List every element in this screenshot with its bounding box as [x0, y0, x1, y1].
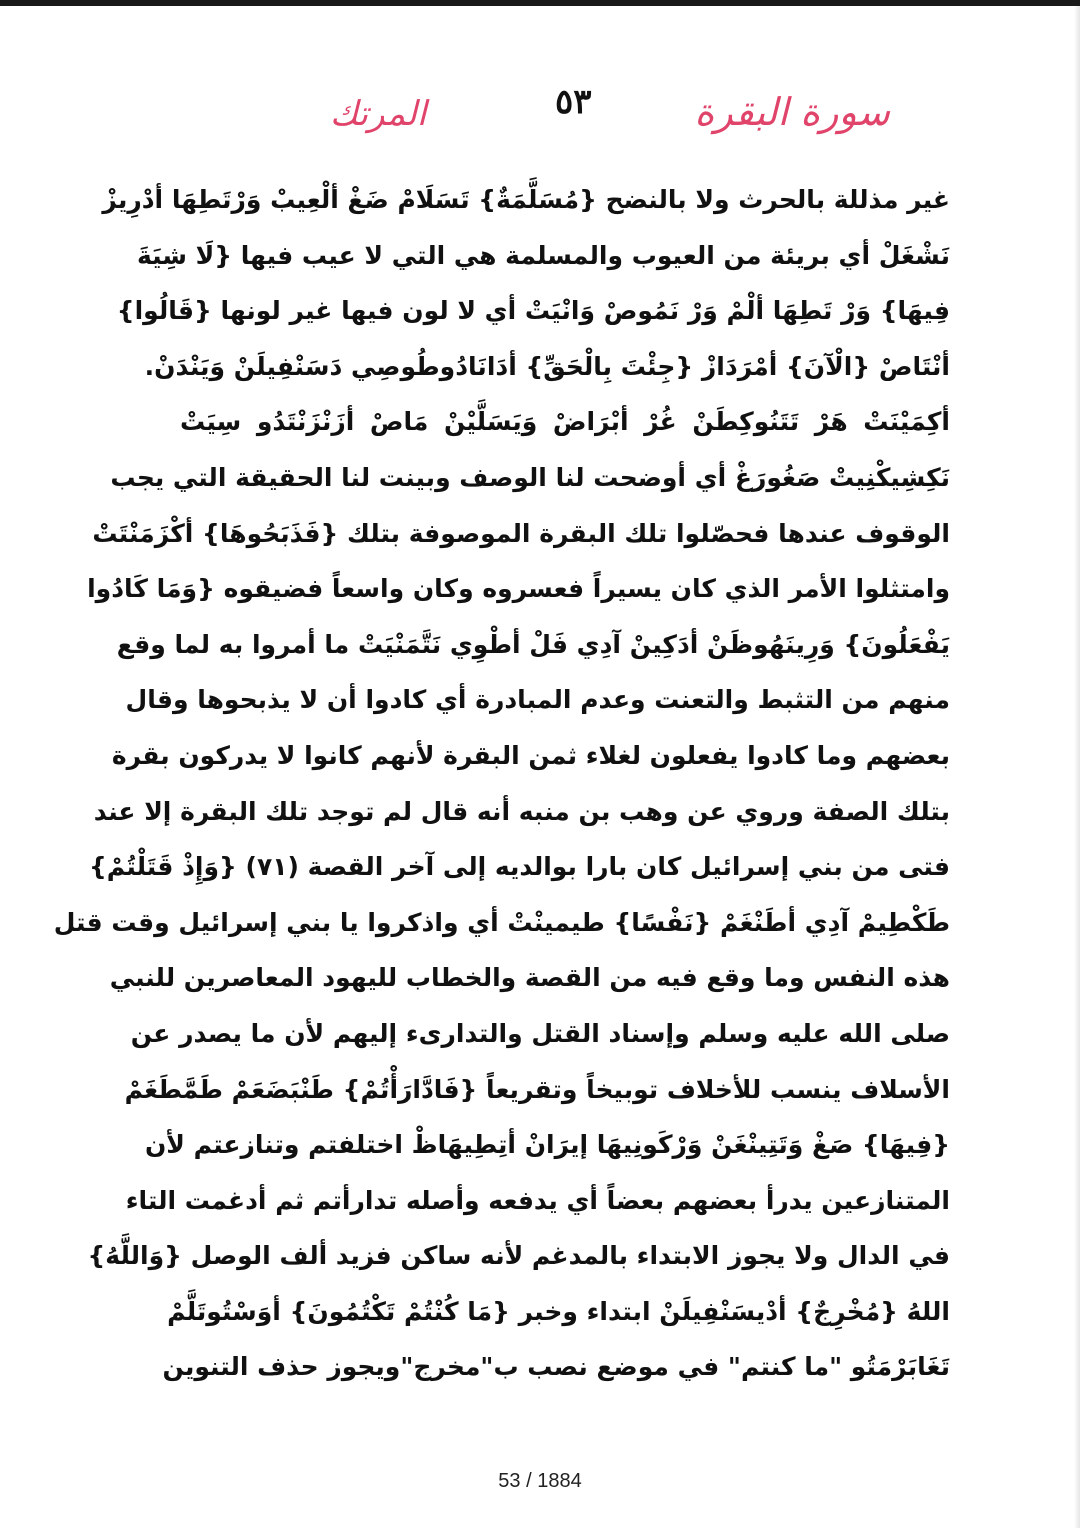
owner-signature-handwritten: المرتك — [330, 94, 427, 134]
text-line: {فِيهَا} صَغْ وَتَتِينْغَنْ وَرْكَونِيهَا إيرَانْ أتِطِيهَاظْ اختلفتم وتنازعتم لأن — [144, 1130, 950, 1160]
text-line: طَكْطِيمْ آدِي أطَنْغَمْ {نَفْسًا} طيمينْتْ أي واذكروا يا بني إسرائيل وقت قتل — [53, 907, 950, 937]
text-line: فِيهَا} وَرْ تَطِهَا ألْمْ وَرْ نَمُوصْ وَانْيَتْ أي لا لون فيها غير لونها {قَالُوا} — [116, 296, 950, 326]
pagination-indicator: 53 / 1884 — [498, 1470, 582, 1492]
page-header — [300, 80, 900, 150]
text-line: نَكِشِيكْنِيتْ صَغُورَغْ أي أوضحت لنا الوصف وبينت لنا الحقيقة التي يجب — [110, 462, 950, 492]
text-line: أنْتَاصْ {الْآنَ} أمْرَدَازْ {جِئْتَ بِالْحَقِّ} أدَانَادُوطُوصِي دَسَنْفِيلَنْ وَيَنْدَنْ. — [144, 351, 950, 381]
text-line: بتلك الصفة وروي عن وهب بن منبه أنه قال لم توجد تلك البقرة إلا عند — [93, 796, 950, 826]
text-line: بعضهم وما كادوا يفعلون لغلاء ثمن البقرة لأنهم كانوا لا يدركون بقرة — [111, 740, 950, 770]
surah-title-handwritten: سورة البقرة — [694, 90, 890, 134]
text-line: يَفْعَلُونَ} وَرِينَهُوظَنْ أدَكِينْ آدِي فَلْ أطْوِي نَتَّمَنْيَتْ ما أمروا به لما وقع — [116, 629, 950, 659]
text-line: فتى من بني إسرائيل كان بارا بوالديه إلى آخر القصة (٧١) {وَإِذْ قَتَلْتُمْ} — [88, 852, 950, 882]
text-line: صلى الله عليه وسلم وإسناد القتل والتدارىء إليهم لأن ما يصدر عن — [130, 1018, 950, 1048]
text-line: المتنازعين يدرأ بعضهم بعضاً أي يدفعه وأصله تدارأتم ثم أدغمت التاء — [125, 1185, 950, 1215]
text-line: الوقوف عندها فحصّلوا تلك البقرة الموصوفة بتلك {فَذَبَحُوهَا} أكْزَمَنْتَتْ — [92, 518, 950, 548]
text-line: أكِمَيْنَتْ هَرْ تَتَنُوكِطَنْ غُرْ أبْرَاضْ وَيَسَلَّيْنْ مَاصْ أزَنْزَنْتَدُو سِيَتْ — [180, 407, 950, 437]
text-line: في الدال ولا يجوز الابتداء بالمدغم لأنه ساكن فزيد ألف الوصل {وَاللَّهُ} — [87, 1241, 950, 1271]
page-edge-shadow — [1074, 6, 1080, 1528]
text-line: نَشْغَلْ أي بريئة من العيوب والمسلمة هي التي لا عيب فيها {لَا شِيَةَ — [136, 240, 950, 270]
tafsir-body-text — [53, 172, 950, 1395]
text-line: منهم من التثبط والتعنت وعدم المبادرة أي كادوا أن لا يذبحوها وقال — [125, 685, 950, 715]
text-line: تَغَابَرْمَتُو "ما كنتم" في موضع نصب ب"مخرج"ويجوز حذف التنوين — [162, 1352, 950, 1382]
text-line: هذه النفس وما وقع فيه من القصة والخطاب لليهود المعاصرين للنبي — [109, 963, 950, 993]
text-line: الأسلاف ينسب للأخلاف توبيخاً وتقريعاً {فَادَّارَأْتُمْ} طَنْبَضَعَمْ طَمَّطَغَمْ — [124, 1074, 950, 1104]
text-line: وامتثلوا الأمر الذي كان يسيراً فعسروه وكان واسعاً فضيقوه {وَمَا كَادُوا — [87, 574, 950, 604]
text-line: غير مذللة بالحرث ولا بالنضح {مُسَلَّمَةٌ} تَسَلَامْ ضَغْ ألْعِيبْ وَرْتَطِهَا أدْرِيزْ — [102, 185, 950, 214]
text-line: اللهُ {مُخْرِجٌ} أدْيسَنْفِيلَنْ ابتداء وخبر {مَا كُنْتُمْ تَكْتُمُونَ} أوَسْتُوتَلَّمْ — [167, 1296, 950, 1326]
page-number-arabic: ٥٣ — [555, 82, 592, 122]
